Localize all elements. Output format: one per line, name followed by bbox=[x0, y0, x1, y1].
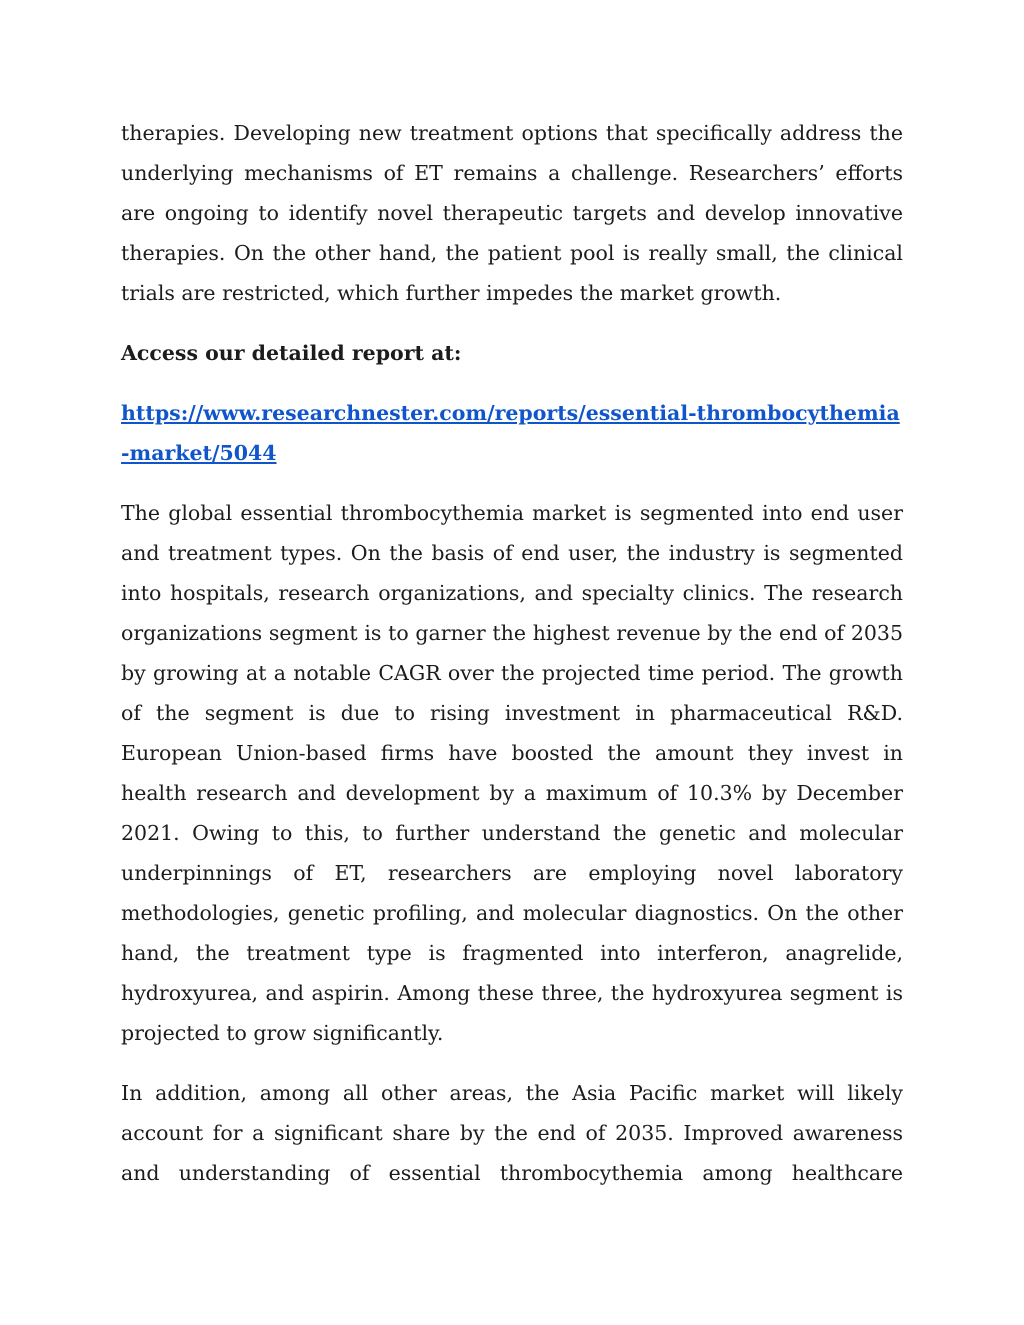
paragraph-asia-pacific: In addition, among all other areas, the Asia Pacific market will likely account for a significant share by the end of 2035. Improved awareness and understanding of essential thrombocythemia among healthcare bbox=[121, 1081, 903, 1185]
document-page bbox=[121, 113, 903, 1193]
report-link[interactable]: https://www.researchnester.com/reports/essential-thrombocythemia-market/5044 bbox=[121, 401, 900, 465]
paragraph-market-segmentation: The global essential thrombocythemia market is segmented into end user and treatment types. On the basis of end user, the industry is segmented into hospitals, research organizations, and specialty clinics. The research organizations segment is to garner the highest revenue by the end of 2035 by growing at a notable CAGR over the projected time period. The growth of the segment is due to rising investment in pharmaceutical R&D. European Union-based firms have boosted the amount they invest in health research and development by a maximum of 10.3% by December 2021. Owing to this, to further understand the genetic and molecular underpinnings of ET, researchers are employing novel laboratory methodologies, genetic profiling, and molecular diagnostics. On the other hand, the treatment type is fragmented into interferon, anagrelide, hydroxyurea, and aspirin. Among these three, the hydroxyurea segment is projected to grow significantly. bbox=[121, 501, 903, 1045]
paragraph-therapies: therapies. Developing new treatment options that specifically address the underlying mechanisms of ET remains a challenge. Researchers’ efforts are ongoing to identify novel therapeutic targets and develop innovative therapies. On the other hand, the patient pool is really small, the clinical trials are restricted, which further impedes the market growth. bbox=[121, 121, 903, 305]
report-link-block bbox=[121, 393, 903, 473]
access-report-heading: Access our detailed report at: bbox=[121, 341, 462, 365]
